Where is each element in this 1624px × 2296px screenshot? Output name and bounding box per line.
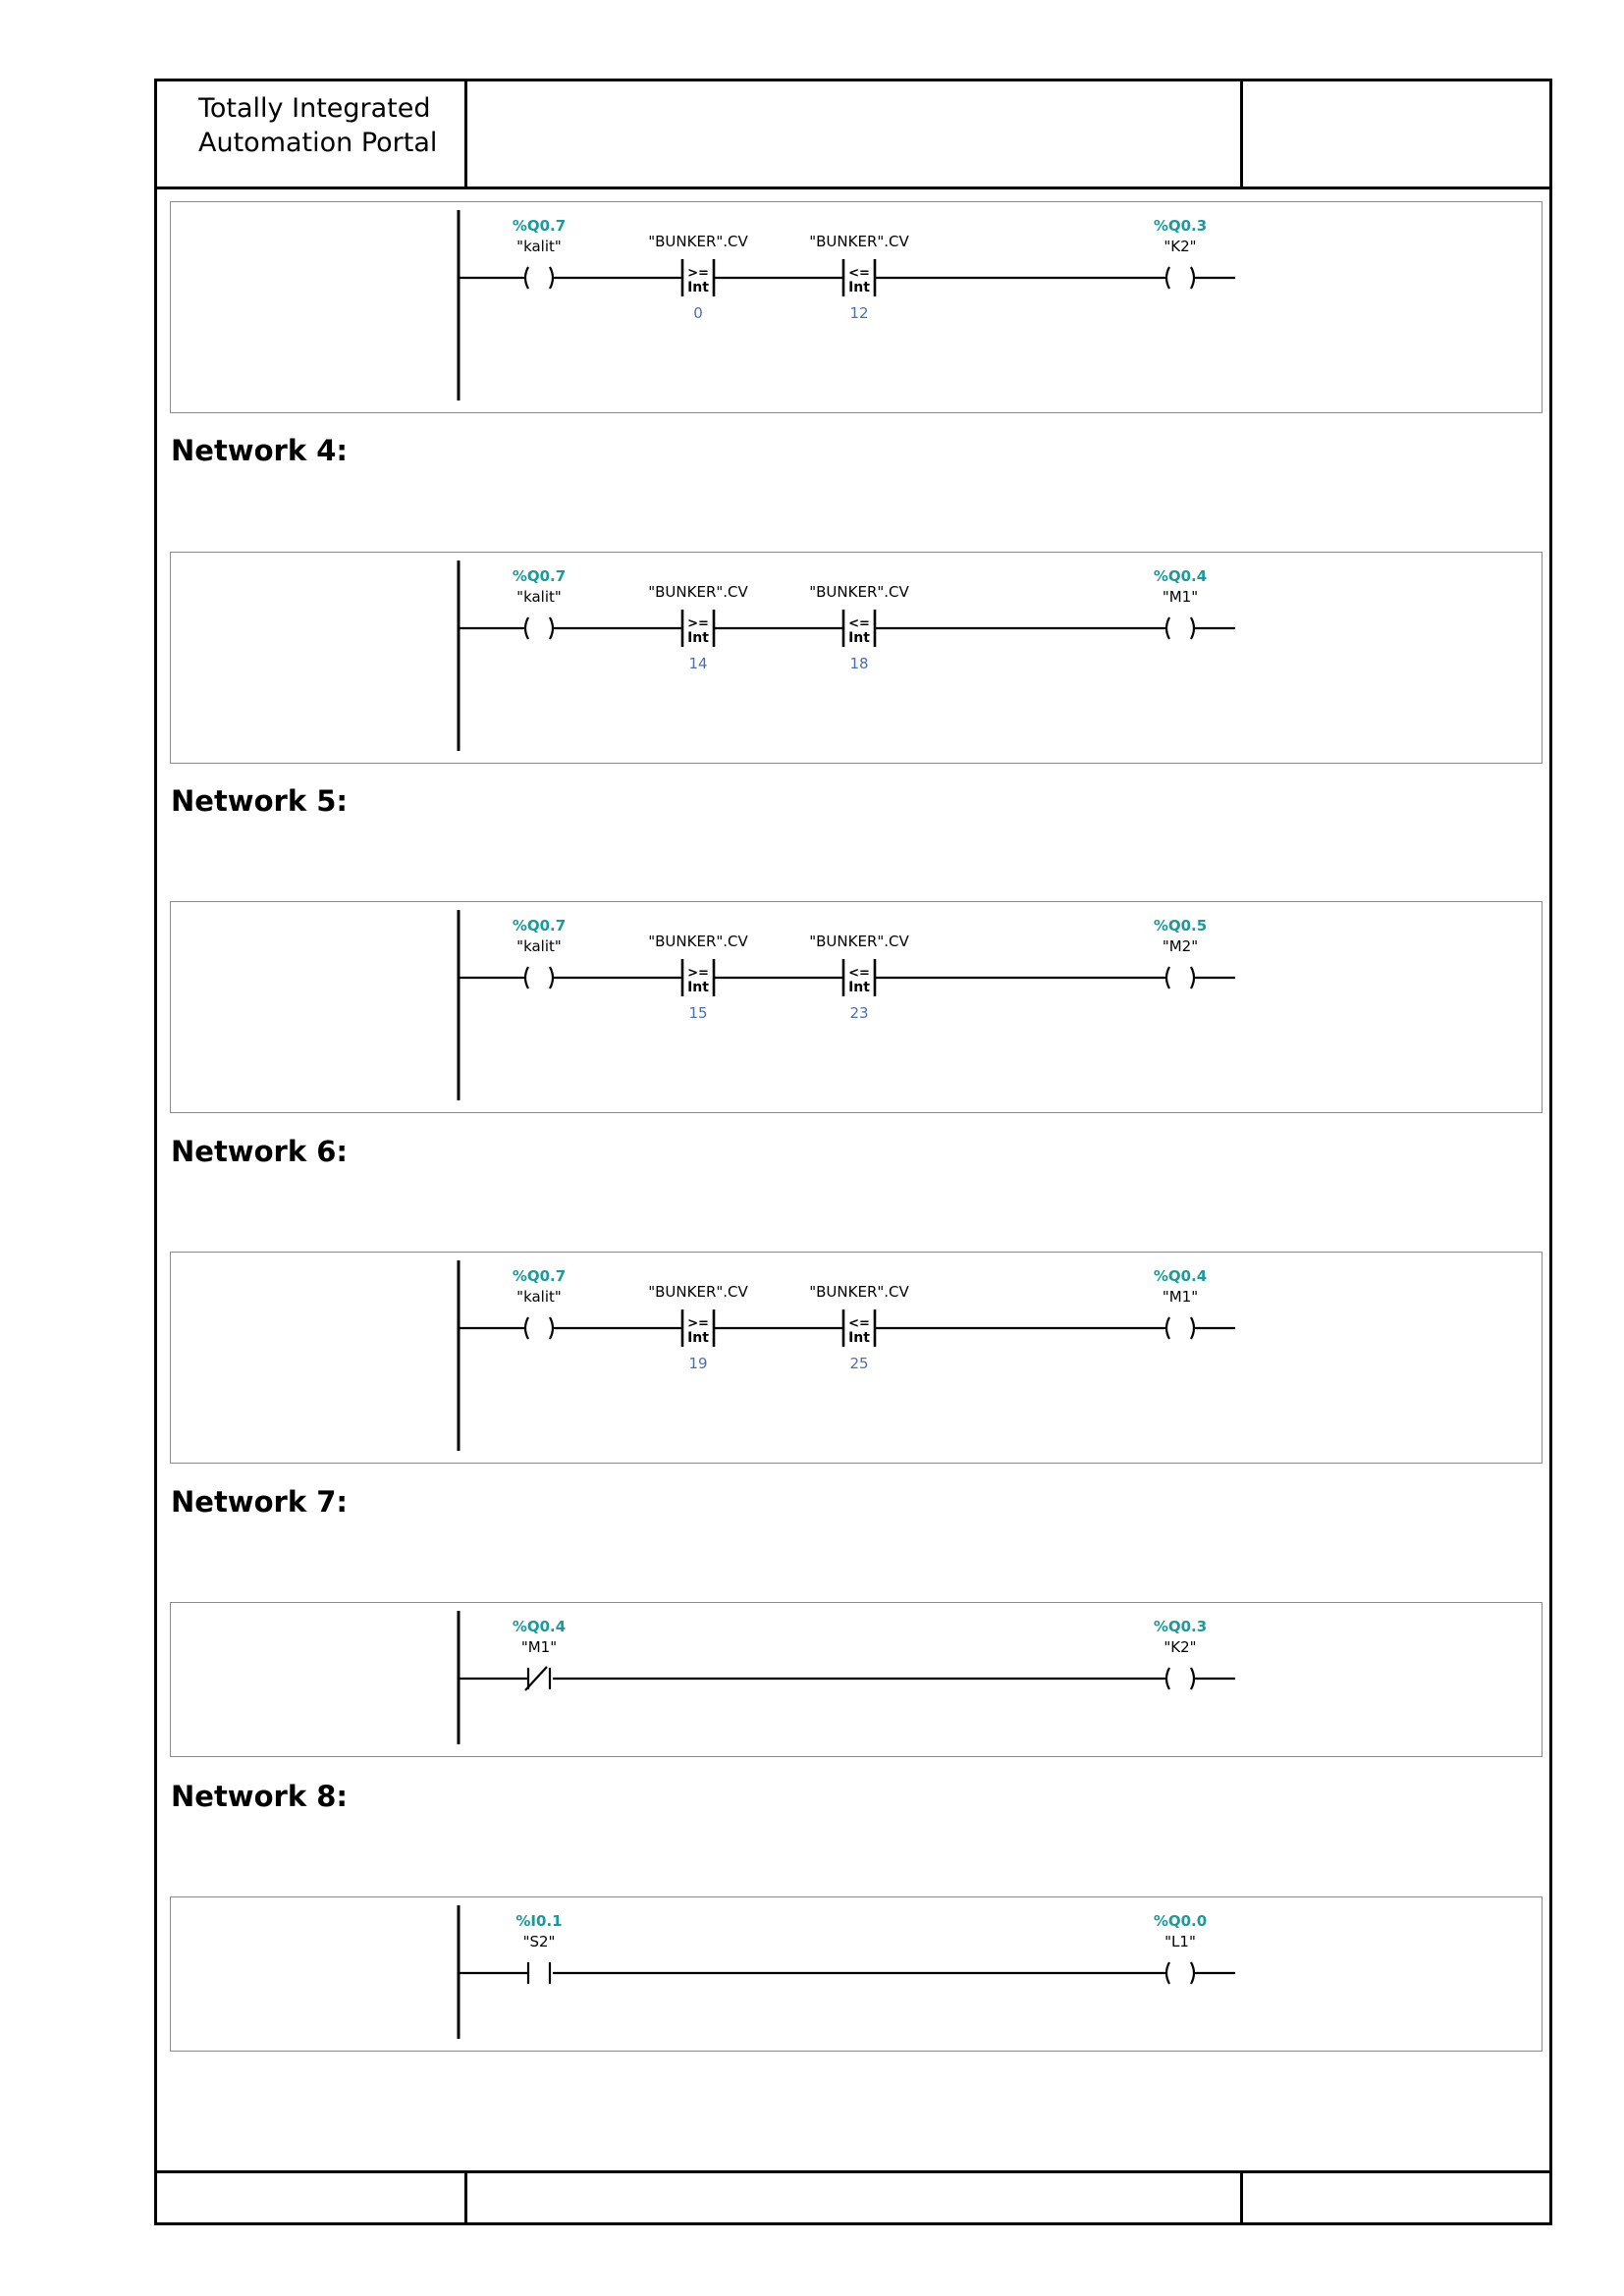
comparator-operator: >= xyxy=(687,266,709,281)
comparator-operator: >= xyxy=(687,616,709,631)
ladder-svg xyxy=(171,553,1542,763)
input-symbol: "kalit" xyxy=(516,937,562,955)
output-address: %Q0.3 xyxy=(1153,1618,1208,1635)
output-coil-right-arc xyxy=(1191,967,1194,988)
ladder-svg xyxy=(171,1897,1542,2051)
comparator-operand: "BUNKER".CV xyxy=(648,583,748,601)
output-symbol: "K2" xyxy=(1164,1638,1197,1656)
comparator-datatype: Int xyxy=(848,980,870,995)
input-address: %Q0.7 xyxy=(512,1267,567,1285)
comparator-operator: <= xyxy=(848,616,870,631)
comparator-operand: "BUNKER".CV xyxy=(809,933,909,950)
comparator-constant: 19 xyxy=(688,1355,708,1372)
comparator-operand: "BUNKER".CV xyxy=(809,233,909,250)
comparator-operand: "BUNKER".CV xyxy=(648,1283,748,1301)
comparator-constant: 25 xyxy=(849,1355,869,1372)
footer-col-divider-2 xyxy=(1240,2170,1243,2225)
input-coil-right-arc xyxy=(550,1317,553,1339)
input-coil-right-arc xyxy=(550,617,553,639)
network-title-7: Network 7: xyxy=(171,1485,348,1519)
network-title-5: Network 5: xyxy=(171,784,348,818)
comparator-constant: 23 xyxy=(849,1004,869,1022)
comparator-operand: "BUNKER".CV xyxy=(809,1283,909,1301)
ladder-svg xyxy=(171,902,1542,1112)
comparator-datatype: Int xyxy=(848,1330,870,1346)
output-coil-right-arc xyxy=(1191,267,1194,289)
footer-divider xyxy=(154,2170,1552,2173)
ladder-svg xyxy=(171,1603,1542,1756)
output-coil-right-arc xyxy=(1191,1668,1194,1689)
comparator-datatype: Int xyxy=(687,1330,709,1346)
output-address: %Q0.4 xyxy=(1153,567,1208,585)
footer-col-divider-1 xyxy=(464,2170,467,2225)
header-col-divider-2 xyxy=(1240,79,1243,188)
header-col-divider-1 xyxy=(464,79,467,188)
input-coil-left-arc xyxy=(525,967,528,988)
output-symbol: "K2" xyxy=(1164,238,1197,255)
comparator-datatype: Int xyxy=(687,280,709,295)
brand-line-1: Totally Integrated xyxy=(198,93,431,124)
comparator-operator: >= xyxy=(687,966,709,981)
output-coil-right-arc xyxy=(1191,1962,1194,1984)
comparator-constant: 15 xyxy=(688,1004,708,1022)
input-coil-left-arc xyxy=(525,617,528,639)
comparator-operator: >= xyxy=(687,1316,709,1331)
input-coil-left-arc xyxy=(525,267,528,289)
comparator-datatype: Int xyxy=(687,980,709,995)
header-divider xyxy=(154,187,1552,189)
comparator-datatype: Int xyxy=(848,280,870,295)
output-coil-left-arc xyxy=(1166,1962,1169,1984)
input-symbol: "S2" xyxy=(522,1933,556,1950)
input-coil-right-arc xyxy=(550,967,553,988)
output-coil-left-arc xyxy=(1166,1317,1169,1339)
input-coil-left-arc xyxy=(525,1317,528,1339)
input-symbol: "kalit" xyxy=(516,238,562,255)
input-symbol: "M1" xyxy=(520,1638,558,1656)
input-address: %Q0.7 xyxy=(512,567,567,585)
comparator-operator: <= xyxy=(848,266,870,281)
output-coil-left-arc xyxy=(1166,1668,1169,1689)
input-symbol: "kalit" xyxy=(516,1288,562,1306)
output-symbol: "M1" xyxy=(1162,1288,1199,1306)
network-diagram xyxy=(170,201,1543,413)
comparator-constant: 18 xyxy=(849,655,869,672)
output-symbol: "M2" xyxy=(1162,937,1199,955)
ladder-svg xyxy=(171,202,1542,412)
network-diagram xyxy=(170,1252,1543,1464)
output-coil-left-arc xyxy=(1166,267,1169,289)
comparator-operator: <= xyxy=(848,966,870,981)
brand-title xyxy=(198,91,437,160)
output-coil-right-arc xyxy=(1191,1317,1194,1339)
comparator-datatype: Int xyxy=(848,630,870,646)
network-diagram xyxy=(170,552,1543,764)
network-title-4: Network 4: xyxy=(171,434,348,467)
brand-line-2: Automation Portal xyxy=(198,128,438,158)
comparator-constant: 12 xyxy=(849,304,869,322)
network-diagram xyxy=(170,1602,1543,1757)
comparator-operand: "BUNKER".CV xyxy=(809,583,909,601)
network-diagram xyxy=(170,901,1543,1113)
input-address: %Q0.7 xyxy=(512,917,567,934)
output-address: %Q0.3 xyxy=(1153,217,1208,235)
comparator-constant: 14 xyxy=(688,655,708,672)
network-title-6: Network 6: xyxy=(171,1135,348,1168)
output-address: %Q0.4 xyxy=(1153,1267,1208,1285)
input-coil-right-arc xyxy=(550,267,553,289)
comparator-operand: "BUNKER".CV xyxy=(648,233,748,250)
input-address: %Q0.7 xyxy=(512,217,567,235)
output-coil-right-arc xyxy=(1191,617,1194,639)
input-address: %Q0.4 xyxy=(512,1618,567,1635)
network-title-8: Network 8: xyxy=(171,1780,348,1813)
comparator-constant: 0 xyxy=(693,304,703,322)
ladder-svg xyxy=(171,1253,1542,1463)
network-diagram xyxy=(170,1896,1543,2052)
output-address: %Q0.0 xyxy=(1153,1912,1208,1930)
comparator-datatype: Int xyxy=(687,630,709,646)
input-address: %I0.1 xyxy=(515,1912,563,1930)
comparator-operator: <= xyxy=(848,1316,870,1331)
output-symbol: "M1" xyxy=(1162,588,1199,606)
input-symbol: "kalit" xyxy=(516,588,562,606)
output-coil-left-arc xyxy=(1166,967,1169,988)
comparator-operand: "BUNKER".CV xyxy=(648,933,748,950)
output-symbol: "L1" xyxy=(1164,1933,1196,1950)
output-address: %Q0.5 xyxy=(1153,917,1208,934)
output-coil-left-arc xyxy=(1166,617,1169,639)
